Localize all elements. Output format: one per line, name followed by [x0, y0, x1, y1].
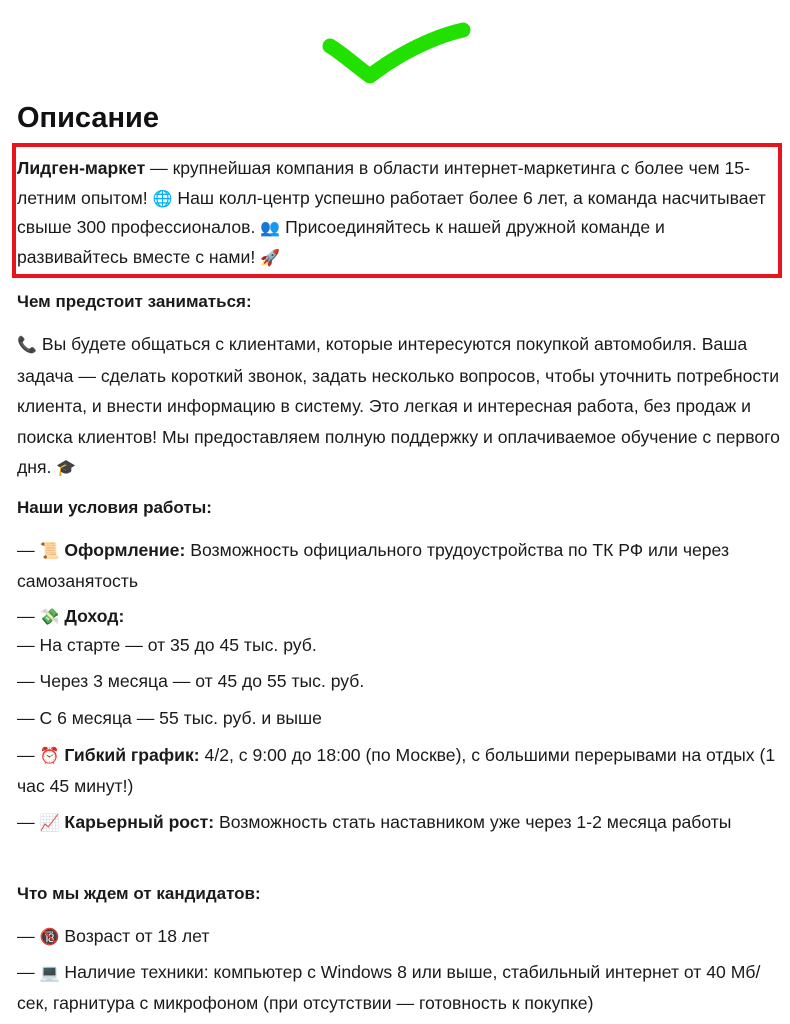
laptop-icon: 💻 [39, 963, 60, 982]
rocket-icon: 🚀 [260, 247, 281, 267]
career-text: Возможность стать наставником уже через 1-2 месяца работы [214, 812, 732, 832]
requirement-age [17, 921, 787, 952]
globe-icon: 🌐 [152, 188, 173, 208]
duties-body: Вы будете общаться с клиентами, которые интересуются покупкой автомобиля. Ваша задача — сделать короткий звонок, задать несколько вопросов, чтобы уточнить потребности клиента, и внести информацию в систему. Это легкая и интересная работа, без продаж и поиска клиентов! Мы предоставляем полную поддержку и оплачиваемое обучение с первого дня. [17, 334, 780, 477]
duties-heading: Чем предстоит заниматься: [17, 292, 252, 311]
condition-career [17, 807, 787, 838]
income-item: — Через 3 месяца — от 45 до 55 тыс. руб. [17, 671, 365, 691]
income-label: Доход: [64, 606, 125, 626]
scroll-icon: 📜 [39, 541, 60, 560]
requirements-heading: Что мы ждем от кандидатов: [17, 884, 261, 903]
requirement-equipment [17, 957, 787, 1018]
dash: — [17, 962, 40, 982]
intro-text-2: Наш колл-центр успешно работает более 6 лет, а команда насчитывает свыше 300 профессионалов. [17, 187, 766, 237]
company-name: Лидген-маркет [17, 158, 146, 178]
dash: — [17, 812, 40, 832]
money-icon: 💸 [39, 607, 60, 626]
page-title: Описание [17, 102, 159, 134]
income-item: — С 6 месяца — 55 тыс. руб. и выше [17, 708, 322, 728]
vacancy-description [17, 98, 787, 1013]
green-checkmark-icon [318, 8, 478, 88]
intro-text-1: — крупнейшая компания в области интернет-маркетинга с более чем 15-летним опытом! [17, 158, 750, 208]
company-intro [17, 154, 779, 272]
registration-label: Оформление: [64, 540, 186, 560]
team-icon: 👥 [260, 218, 281, 237]
intro-text-3: Присоединяйтесь к нашей дружной команде и развивайтесь вместе с нами! [17, 217, 665, 267]
duties-text [17, 329, 787, 484]
age-text: Возраст от 18 лет [59, 926, 210, 946]
income-item: — На старте — от 35 до 45 тыс. руб. [17, 635, 317, 655]
condition-registration [17, 535, 787, 596]
alarm-clock-icon: ⏰ [39, 746, 60, 765]
dash: — [17, 606, 40, 626]
dash: — [17, 540, 40, 560]
condition-income [17, 601, 787, 632]
schedule-label: Гибкий график: [64, 745, 200, 765]
dash: — [17, 745, 40, 765]
career-label: Карьерный рост: [64, 812, 215, 832]
equipment-text: Наличие техники: компьютер с Windows 8 или выше, стабильный интернет от 40 Мб/сек, гарнитура с микрофоном (при отсутствии — готовность к покупке) [17, 962, 761, 1013]
age-18-icon: 🔞 [39, 927, 60, 946]
schedule-text: 4/2, с 9:00 до 18:00 (по Москве), с большими перерывами на отдых (1 час 45 минут!) [17, 745, 776, 796]
conditions-heading: Наши условия работы: [17, 498, 212, 517]
registration-text: Возможность официального трудоустройства по ТК РФ или через самозанятость [17, 540, 730, 591]
phone-icon: 📞 [17, 335, 37, 354]
dash: — [17, 926, 40, 946]
condition-schedule [17, 740, 787, 801]
graduation-cap-icon: 🎓 [56, 458, 77, 477]
chart-up-icon: 📈 [39, 813, 60, 832]
